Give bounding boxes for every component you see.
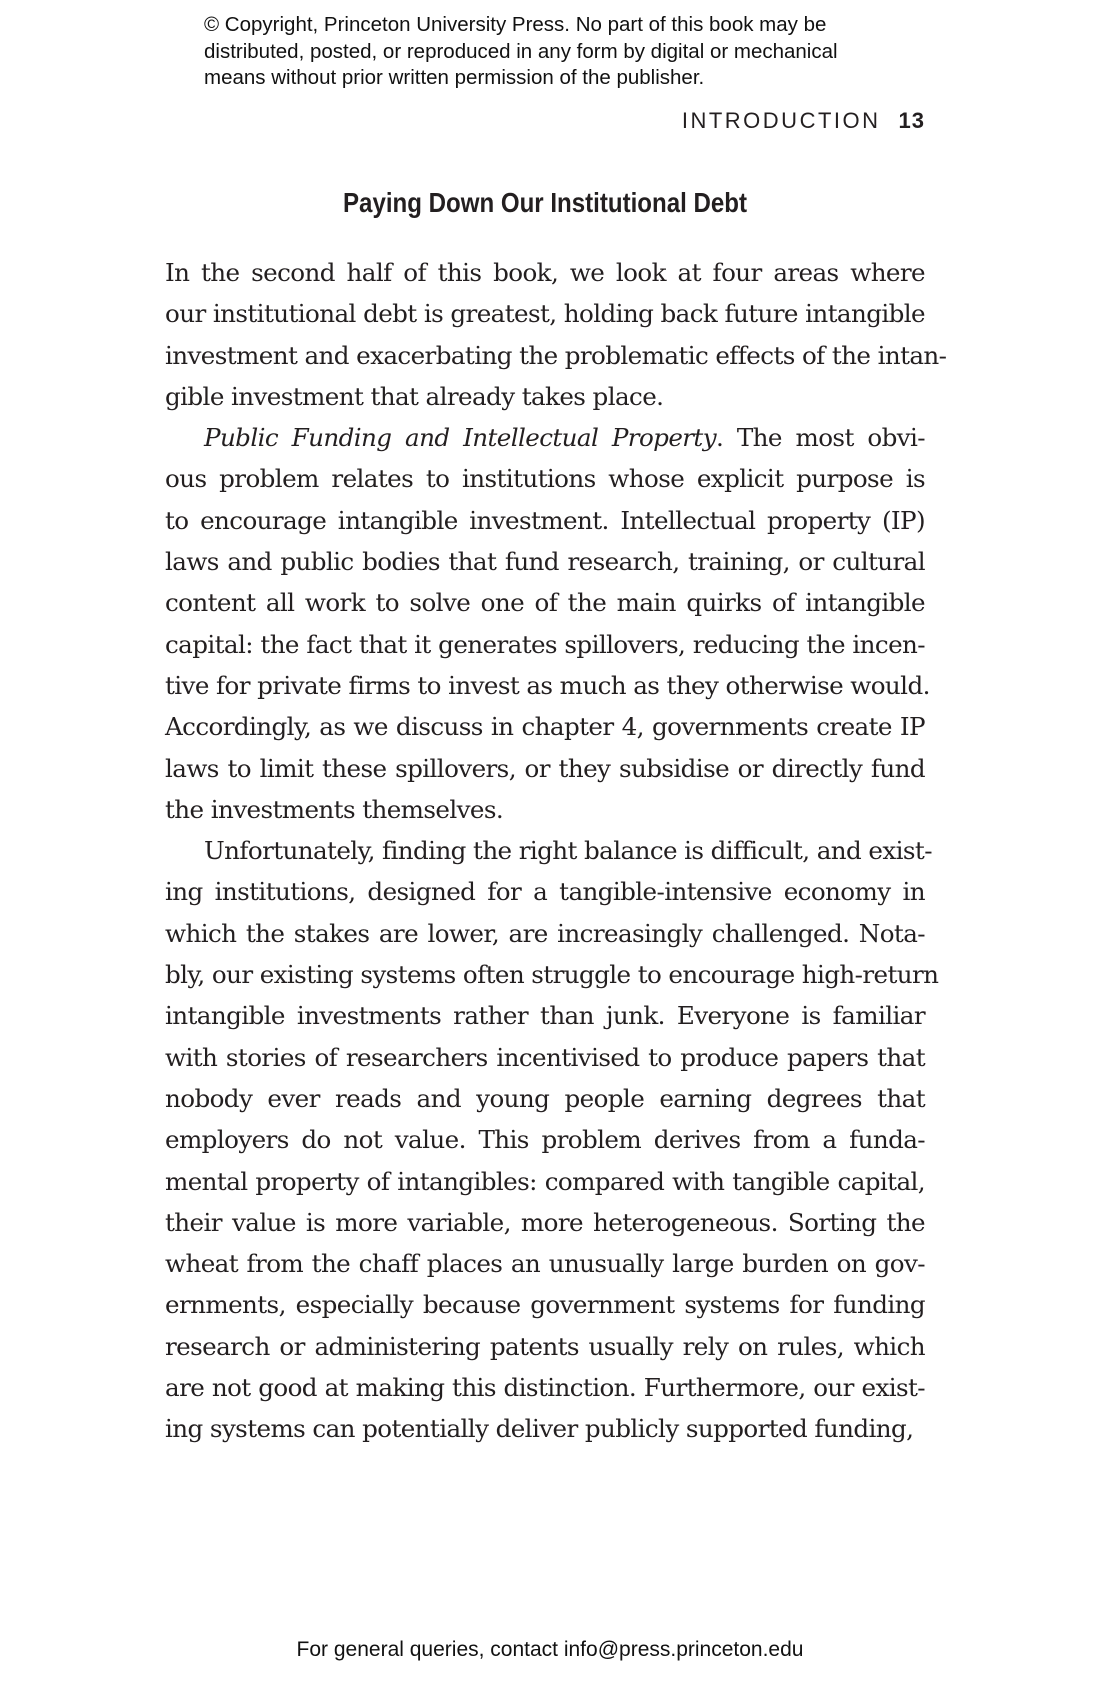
text-line: Unfortunately, finding the right balance is difficult, and exist- [204, 836, 932, 866]
text-line: our institutional debt is greatest, holding back future intangible [165, 299, 925, 329]
text-span: . The most obvi- [716, 423, 925, 453]
text-line: laws to limit these spillovers, or they subsidise or directly fund [165, 753, 925, 783]
text-line: tive for private firms to invest as much as they otherwise would. [165, 670, 930, 700]
text-line: with stories of researchers incentivised to produce papers that [165, 1042, 925, 1072]
text-line: investment and exacerbating the problematic effects of the intan- [165, 340, 947, 370]
text-line: Accordingly, as we discuss in chapter 4, governments create IP [165, 712, 925, 742]
text-line [165, 417, 925, 458]
running-head [682, 108, 925, 134]
text-line: laws and public bodies that fund research, training, or cultural [165, 547, 925, 577]
text-line: the investments themselves. [165, 794, 504, 824]
chapter-label: INTRODUCTION [681, 108, 881, 133]
text-line: capital: the fact that it generates spillovers, reducing the incen- [165, 629, 925, 659]
copyright-line: © Copyright, Princeton University Press. No part of this book may be [204, 13, 827, 36]
text-line: mental property of intangibles: compared with tangible capital, [165, 1166, 925, 1196]
text-line: intangible investments rather than junk. Everyone is familiar [165, 1001, 925, 1031]
text-line: their value is more variable, more heterogeneous. Sorting the [165, 1207, 925, 1237]
copyright-line: means without prior written permission of the publisher. [204, 66, 705, 89]
text-line: In the second half of this book, we look at four areas where [165, 258, 925, 287]
copyright-notice [204, 12, 924, 92]
text-line: which the stakes are lower, are increasingly challenged. Nota- [165, 918, 925, 948]
text-line: ous problem relates to institutions whose explicit purpose is [165, 464, 925, 494]
body-text [165, 252, 947, 1450]
text-line: employers do not value. This problem derives from a funda- [165, 1125, 925, 1155]
text-line: ing systems can potentially deliver publicly supported funding, [165, 1414, 914, 1444]
text-line: nobody ever reads and young people earning degrees that [165, 1083, 925, 1113]
copyright-line: distributed, posted, or reproduced in any form by digital or mechanical [204, 39, 838, 63]
text-line: research or administering patents usually rely on rules, which [165, 1331, 925, 1361]
text-line: content all work to solve one of the main quirks of intangible [165, 588, 925, 618]
text-line: bly, our existing systems often struggle to encourage high-return [165, 960, 939, 990]
page-number: 13 [898, 108, 925, 133]
section-title: Paying Down Our Institutional Debt [342, 187, 748, 218]
text-line: ing institutions, designed for a tangible-intensive economy in [165, 877, 925, 907]
text-line: to encourage intangible investment. Intellectual property (IP) [165, 505, 925, 535]
text-line: wheat from the chaff places an unusually large burden on gov- [165, 1249, 925, 1279]
text-line: are not good at making this distinction. Furthermore, our exist- [165, 1373, 925, 1403]
text-line: ernments, especially because government systems for funding [165, 1290, 925, 1320]
text-line: gible investment that already takes place. [165, 381, 664, 411]
italic-run-in-heading: Public Funding and Intellectual Property [204, 423, 717, 453]
footer-contact: For general queries, contact info@press.princeton.edu [296, 1638, 804, 1661]
